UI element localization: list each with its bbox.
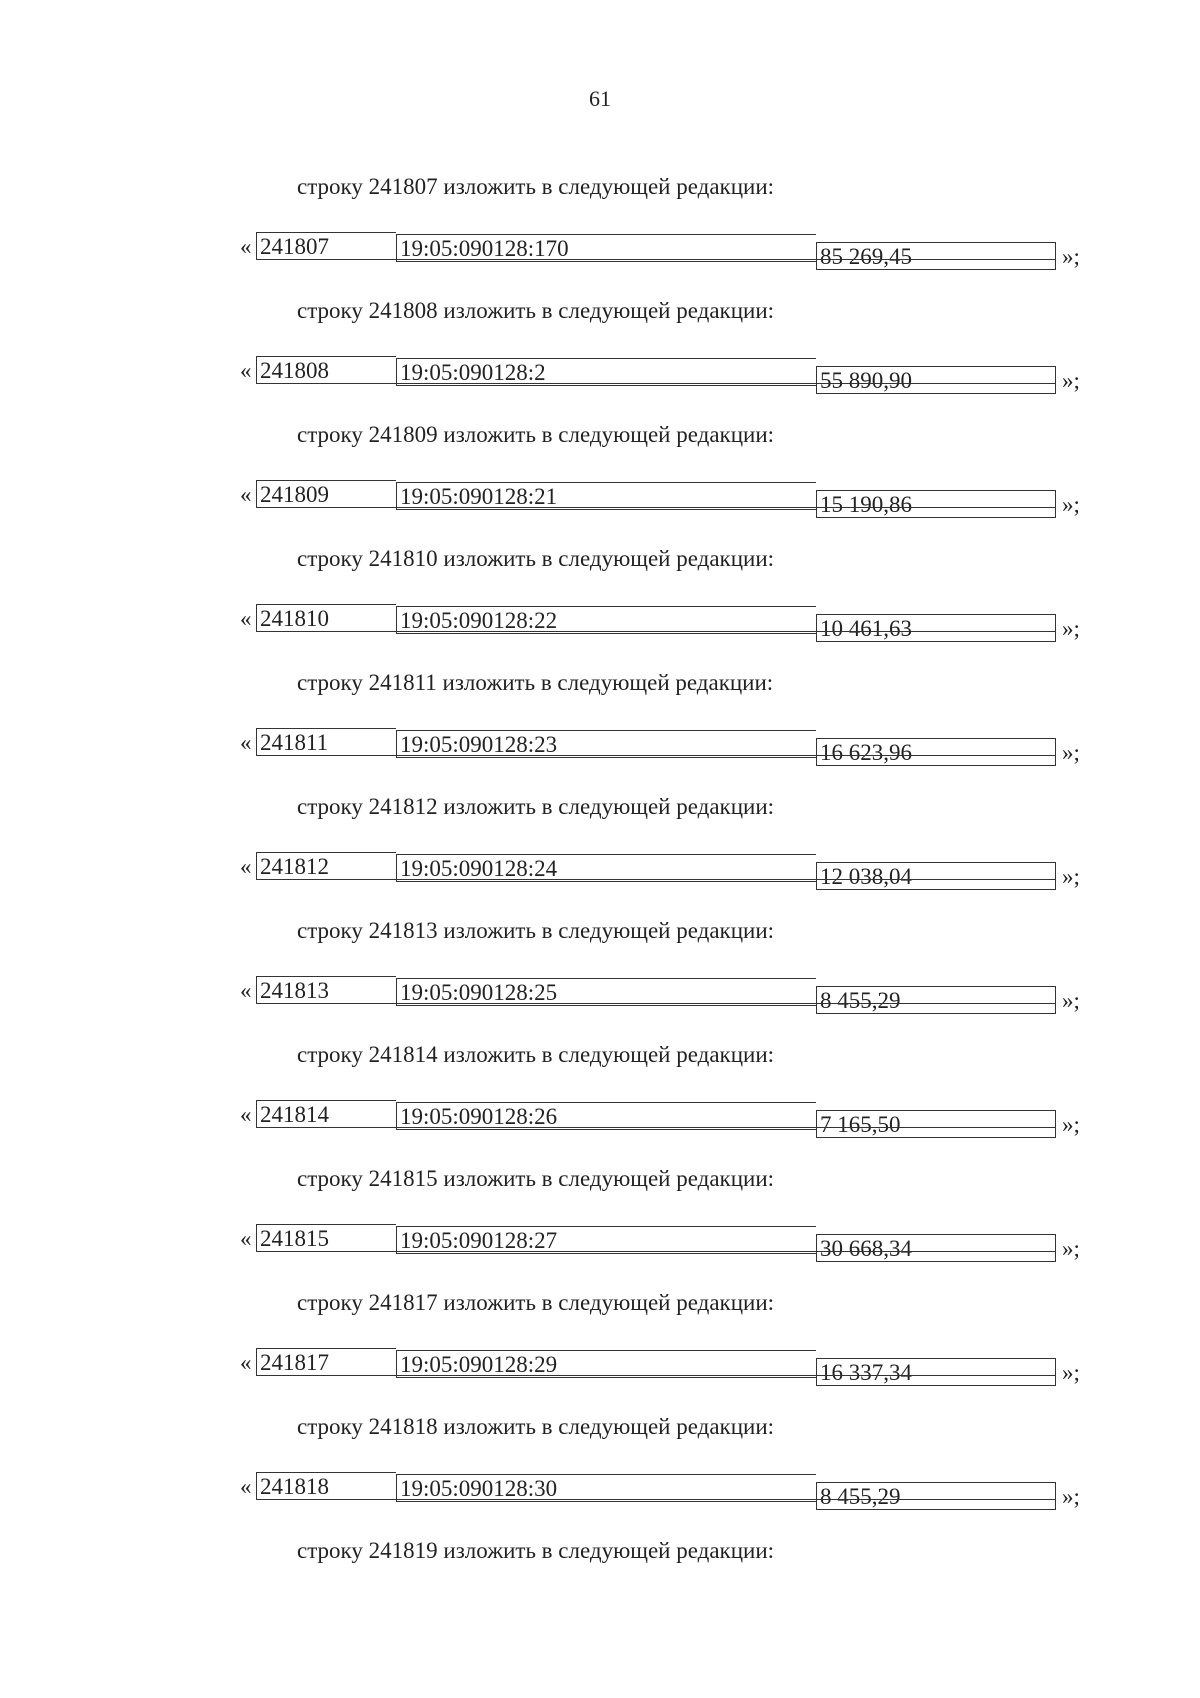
table-row bbox=[240, 604, 1090, 640]
row-bottom-border bbox=[256, 1127, 1056, 1128]
amendment-block bbox=[0, 794, 1200, 918]
table-row bbox=[240, 480, 1090, 516]
value-cell: 12 038,04 bbox=[816, 862, 1056, 890]
cadastral-number-cell: 19:05:090128:29 bbox=[396, 1350, 816, 1378]
opening-quote: « bbox=[240, 978, 252, 1003]
amendment-block bbox=[0, 1290, 1200, 1414]
amendment-instruction: строку 241807 изложить в следующей редакции: bbox=[297, 174, 775, 199]
row-code-cell: 241809 bbox=[256, 480, 396, 508]
table-row bbox=[240, 1224, 1090, 1260]
row-code-cell: 241812 bbox=[256, 852, 396, 880]
row-code-cell: 241817 bbox=[256, 1348, 396, 1376]
amendment-block bbox=[0, 1166, 1200, 1290]
closing-quote: »; bbox=[1062, 864, 1080, 889]
amendment-instruction: строку 241812 изложить в следующей редакции: bbox=[297, 794, 775, 819]
closing-quote: »; bbox=[1062, 1484, 1080, 1509]
cadastral-number-cell: 19:05:090128:30 bbox=[396, 1474, 816, 1502]
amendment-instruction: строку 241811 изложить в следующей редакции: bbox=[297, 670, 774, 695]
row-bottom-border bbox=[256, 1499, 1056, 1500]
cadastral-number-cell: 19:05:090128:24 bbox=[396, 854, 816, 882]
table-row bbox=[240, 1472, 1090, 1508]
value-cell: 7 165,50 bbox=[816, 1110, 1056, 1138]
table-row bbox=[240, 232, 1090, 268]
opening-quote: « bbox=[240, 730, 252, 755]
value-cell: 15 190,86 bbox=[816, 490, 1056, 518]
closing-quote: »; bbox=[1062, 244, 1080, 269]
table-row bbox=[240, 728, 1090, 764]
amendment-block bbox=[0, 1042, 1200, 1166]
amendment-block bbox=[0, 298, 1200, 422]
amendment-block bbox=[0, 918, 1200, 1042]
row-bottom-border bbox=[256, 1375, 1056, 1376]
row-code-cell: 241815 bbox=[256, 1224, 396, 1252]
closing-quote: »; bbox=[1062, 492, 1080, 517]
value-cell: 55 890,90 bbox=[816, 366, 1056, 394]
row-code-cell: 241811 bbox=[256, 728, 396, 756]
cadastral-number-cell: 19:05:090128:25 bbox=[396, 978, 816, 1006]
opening-quote: « bbox=[240, 1350, 252, 1375]
row-bottom-border bbox=[256, 631, 1056, 632]
cadastral-number-cell: 19:05:090128:27 bbox=[396, 1226, 816, 1254]
amendment-instruction: строку 241814 изложить в следующей редакции: bbox=[297, 1042, 775, 1067]
closing-quote: »; bbox=[1062, 368, 1080, 393]
opening-quote: « bbox=[240, 482, 252, 507]
row-bottom-border bbox=[256, 507, 1056, 508]
table-row bbox=[240, 1348, 1090, 1384]
row-bottom-border bbox=[256, 1251, 1056, 1252]
page-number: 61 bbox=[589, 86, 611, 111]
value-cell: 16 337,34 bbox=[816, 1358, 1056, 1386]
value-cell: 85 269,45 bbox=[816, 242, 1056, 270]
amendment-instruction: строку 241817 изложить в следующей редакции: bbox=[297, 1290, 775, 1315]
closing-quote: »; bbox=[1062, 1360, 1080, 1385]
table-row bbox=[240, 976, 1090, 1012]
closing-quote: »; bbox=[1062, 616, 1080, 641]
row-bottom-border bbox=[256, 383, 1056, 384]
amendment-block bbox=[0, 422, 1200, 546]
row-code-cell: 241808 bbox=[256, 356, 396, 384]
opening-quote: « bbox=[240, 234, 252, 259]
row-code-cell: 241810 bbox=[256, 604, 396, 632]
row-code-cell: 241818 bbox=[256, 1472, 396, 1500]
opening-quote: « bbox=[240, 854, 252, 879]
table-row bbox=[240, 356, 1090, 392]
value-cell: 8 455,29 bbox=[816, 986, 1056, 1014]
row-bottom-border bbox=[256, 755, 1056, 756]
table-row bbox=[240, 852, 1090, 888]
value-cell: 10 461,63 bbox=[816, 614, 1056, 642]
opening-quote: « bbox=[240, 606, 252, 631]
amendment-block bbox=[0, 174, 1200, 298]
row-code-cell: 241813 bbox=[256, 976, 396, 1004]
value-cell: 30 668,34 bbox=[816, 1234, 1056, 1262]
opening-quote: « bbox=[240, 1474, 252, 1499]
value-cell: 8 455,29 bbox=[816, 1482, 1056, 1510]
opening-quote: « bbox=[240, 358, 252, 383]
row-bottom-border bbox=[256, 1003, 1056, 1004]
amendment-block bbox=[0, 546, 1200, 670]
amendment-block bbox=[0, 1538, 1200, 1662]
amendment-instruction: строку 241818 изложить в следующей редакции: bbox=[297, 1414, 775, 1439]
value-cell: 16 623,96 bbox=[816, 738, 1056, 766]
opening-quote: « bbox=[240, 1226, 252, 1251]
cadastral-number-cell: 19:05:090128:170 bbox=[396, 234, 816, 262]
amendment-instruction: строку 241819 изложить в следующей редакции: bbox=[297, 1538, 775, 1563]
amendment-instruction: строку 241808 изложить в следующей редакции: bbox=[297, 298, 775, 323]
closing-quote: »; bbox=[1062, 988, 1080, 1013]
amendment-block bbox=[0, 670, 1200, 794]
closing-quote: »; bbox=[1062, 1112, 1080, 1137]
opening-quote: « bbox=[240, 1102, 252, 1127]
amendment-instruction: строку 241815 изложить в следующей редакции: bbox=[297, 1166, 775, 1191]
cadastral-number-cell: 19:05:090128:23 bbox=[396, 730, 816, 758]
row-bottom-border bbox=[256, 879, 1056, 880]
cadastral-number-cell: 19:05:090128:21 bbox=[396, 482, 816, 510]
amendment-instruction: строку 241809 изложить в следующей редакции: bbox=[297, 422, 775, 447]
cadastral-number-cell: 19:05:090128:22 bbox=[396, 606, 816, 634]
cadastral-number-cell: 19:05:090128:26 bbox=[396, 1102, 816, 1130]
amendment-instruction: строку 241813 изложить в следующей редакции: bbox=[297, 918, 775, 943]
closing-quote: »; bbox=[1062, 1236, 1080, 1261]
closing-quote: »; bbox=[1062, 740, 1080, 765]
row-code-cell: 241807 bbox=[256, 232, 396, 260]
row-bottom-border bbox=[256, 259, 1056, 260]
cadastral-number-cell: 19:05:090128:2 bbox=[396, 358, 816, 386]
amendment-block bbox=[0, 1414, 1200, 1538]
row-code-cell: 241814 bbox=[256, 1100, 396, 1128]
amendment-instruction: строку 241810 изложить в следующей редакции: bbox=[297, 546, 775, 571]
table-row bbox=[240, 1100, 1090, 1136]
amendment-list bbox=[0, 174, 1200, 1662]
